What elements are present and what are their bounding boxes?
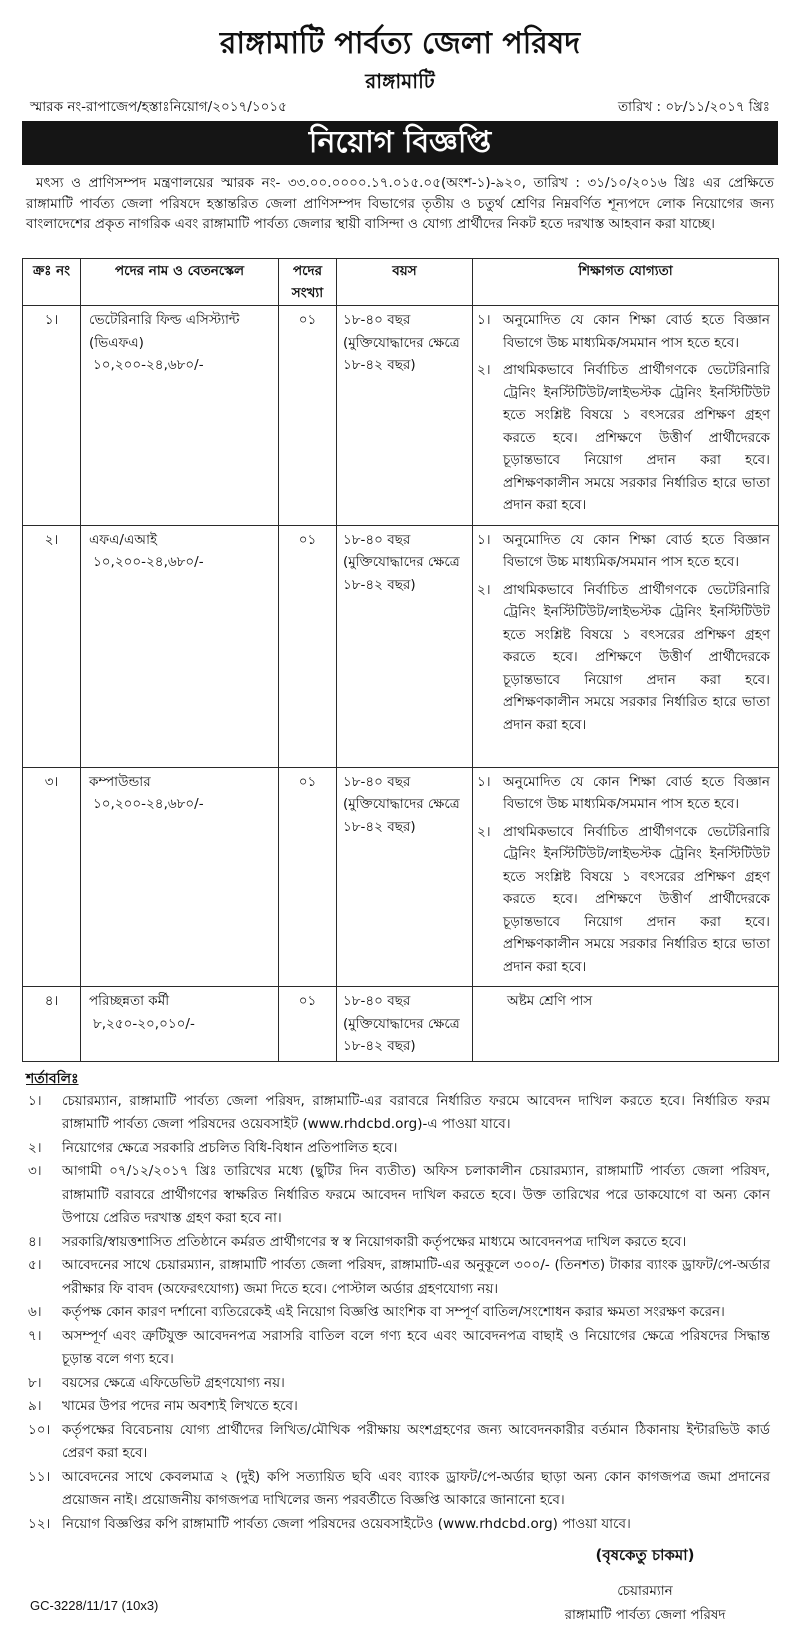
condition-text: নিয়োগ বিজ্ঞপ্তির কপি রাঙ্গামাটি পার্বত্য জেলা পরিষদের ওয়েবসাইটেও (www.rhdcbd.org) পাওয়া যাবে।: [62, 1515, 631, 1532]
qualification-item: [477, 359, 770, 517]
gc-code: GC-3228/11/17 (10x3): [30, 1598, 159, 1613]
salary-scale: ১০,২০০-২৪,৬৮০/-: [93, 357, 204, 373]
age-range: ১৮-৪০ বছর: [343, 993, 411, 1009]
serial-cell: ১।: [23, 306, 81, 526]
header-serial: ক্রঃ নং: [23, 259, 81, 306]
header-post: পদের নাম ও বেতনস্কেল: [81, 259, 279, 306]
post-count: ০১: [279, 306, 337, 526]
header-age: বয়স: [337, 259, 473, 306]
condition-text: খামের উপর পদের নাম অবশ্যই লিখতে হবে।: [62, 1398, 298, 1414]
condition-text: বয়সের ক্ষেত্রে এফিডেভিট গ্রহণযোগ্য নয়।: [62, 1374, 285, 1391]
post-cell: [81, 987, 279, 1062]
condition-item: [28, 1513, 770, 1537]
conditions-title: শর্তাবলিঃ: [26, 1070, 79, 1087]
post-name: কম্পাউন্ডার: [89, 773, 151, 790]
post-cell: [81, 306, 279, 526]
age-range: ১৮-৪০ বছর: [343, 312, 411, 328]
age-cell: [337, 767, 473, 987]
qualification-item: [477, 529, 770, 574]
table-row: [23, 306, 779, 526]
post-cell: [81, 525, 279, 767]
condition-item: [28, 1395, 770, 1419]
condition-text: অসম্পূর্ণ এবং ত্রুটিযুক্ত আবেদনপত্র সরাসরি বাতিল বলে গণ্য হবে এবং আবেদনপত্র বাছাই ও নিয়োগের ক্ষেত্রে পরিষদের সিদ্ধান্ত চূড়ান্ত বলে গণ্য হবে।: [62, 1327, 770, 1367]
header-qualification: শিক্ষাগত যোগ্যতা: [473, 259, 779, 306]
condition-text: কর্তৃপক্ষ কোন কারণ দর্শানো ব্যতিরেকেই এই নিয়োগ বিজ্ঞপ্তি আংশিক বা সম্পূর্ণ বাতিল/সংশোধন করার ক্ষমতা সংরক্ষণ করেন।: [62, 1304, 725, 1320]
age-cell: [337, 525, 473, 767]
condition-item: [28, 1090, 770, 1137]
office-location: রাঙ্গামাটি: [365, 69, 435, 93]
qualification-text: অনুমোদিত যে কোন শিক্ষা বোর্ড হতে বিজ্ঞান বিভাগে উচ্চ মাধ্যমিক/সমমান পাস হতে হবে।: [503, 531, 770, 570]
table-row: [23, 987, 779, 1062]
qualification-number: ২।: [477, 823, 491, 840]
condition-number: ৮।: [28, 1374, 42, 1391]
notice-banner: নিয়োগ বিজ্ঞপ্তি: [22, 121, 778, 165]
condition-text: নিয়োগের ক্ষেত্রে সরকারি প্রচলিত বিধি-বিধান প্রতিপালিত হবে।: [62, 1139, 398, 1156]
post-name: ভেটেরিনারি ফিল্ড এসিস্ট্যান্ট: [89, 312, 240, 328]
age-cell: [337, 306, 473, 526]
qualification-text: প্রাথমিকভাবে নির্বাচিত প্রার্থীগণকে ভেটেরিনারি ট্রেনিং ইনস্টিটিউট/লাইভস্টক ট্রেনিং ইনস্টিটিউট হতে সংশ্লিষ্ট বিষয়ে ১ বৎসরের প্রশিক্ষণ গ্রহণ করতে হবে। প্রশিক্ষণে উত্তীর্ণ প্রার্থীদেরকে চূড়ান্তভাবে নিয়োগ প্রদান করা হবে। প্রশিক্ষণকালীন সময়ে সরকার নির্ধারিত হারে ভাতা প্রদান করা হবে।: [503, 362, 770, 513]
condition-text: চেয়ারম্যান, রাঙ্গামাটি পার্বত্য জেলা পরিষদ, রাঙ্গামাটি-এর বরাবরে নির্ধারিত ফরমে আবেদন দাখিল করতে হবে। নির্ধারিত ফরম রাঙ্গামাটি পার্বত্য জেলা পরিষদের ওয়েবসাইট (www.rhdcbd.org)-এ পাওয়া যাবে।: [62, 1092, 770, 1132]
qualification-cell: [473, 767, 779, 987]
qualification-cell: [473, 525, 779, 767]
signatory-designation: চেয়ারম্যান: [617, 1583, 673, 1599]
condition-text: আবেদনের সাথে চেয়ারম্যান, রাঙ্গামাটি পার্বত্য জেলা পরিষদ, রাঙ্গামাটি-এর অনুকূলে ৩০০/- (তিনশত) টাকার ব্যাংক ড্রাফট/পে-অর্ডার পরীক্ষার ফি বাবদ (অফেরৎযোগ্য) জমা দিতে হবে। পোস্টাল অর্ডার গ্রহণযোগ্য নয়।: [62, 1257, 770, 1297]
condition-item: [28, 1325, 770, 1372]
condition-number: ৫।: [28, 1257, 42, 1273]
table-header-row: [23, 259, 779, 306]
age-note: (মুক্তিযোদ্ধাদের ক্ষেত্রে ১৮-৪২ বছর): [343, 554, 460, 593]
qualification-cell: [473, 987, 779, 1062]
post-count: ০১: [279, 525, 337, 767]
condition-number: ১।: [28, 1092, 42, 1109]
qualification-item: [477, 309, 770, 354]
condition-item: [28, 1137, 770, 1161]
condition-item: [28, 1231, 770, 1255]
post-name: এফএ/এআই: [89, 531, 157, 548]
qualification-number: ২।: [477, 581, 491, 598]
qualification-item: [477, 771, 770, 816]
condition-number: ৪।: [28, 1233, 42, 1250]
qualification-number: ২।: [477, 362, 491, 378]
intro-paragraph: মৎস্য ও প্রাণিসম্পদ মন্ত্রণালয়ের স্মারক নং- ৩৩.০০.০০০০.১৭.০১৫.০৫(অংশ-১)-৯২০, তারিখ : ৩১/১০/২০১৬ খ্রিঃ এর প্রেক্ষিতে রাঙ্গামাটি পার্বত্য জেলা পরিষদে হস্তান্তরিত জেলা প্রাণিসম্পদ বিভাগের তৃতীয় ও চতুর্থ শ্রেণির নিম্নবর্ণিত শূন্যপদে লোক নিয়োগের জন্য বাংলাদেশের প্রকৃত নাগরিক এবং রাঙ্গামাটি পার্বত্য জেলার স্থায়ী বাসিন্দা ও যোগ্য প্রার্থীদের নিকট হতে দরখাস্ত আহবান করা যাচ্ছে।: [26, 175, 774, 232]
qualification-text: অনুমোদিত যে কোন শিক্ষা বোর্ড হতে বিজ্ঞান বিভাগে উচ্চ মাধ্যমিক/সমমান পাস হতে হবে।: [503, 773, 770, 812]
age-cell: [337, 987, 473, 1062]
condition-text: সরকারি/স্বায়ত্তশাসিত প্রতিষ্ঠানে কর্মরত প্রার্থীগণের স্ব স্ব নিয়োগকারী কর্তৃপক্ষের মাধ্যমে আবেদনপত্র দাখিল করতে হবে।: [62, 1233, 687, 1250]
condition-item: [28, 1419, 770, 1466]
post-count: ০১: [279, 767, 337, 987]
signatory-name: (বৃষকেতু চাকমা): [595, 1546, 695, 1564]
memo-number: স্মারক নং-রাপাজেপ/হস্তাঃনিয়োগ/২০১৭/১০১৫: [30, 99, 287, 115]
qualification-number: ১।: [477, 312, 491, 328]
serial-cell: ৪।: [23, 987, 81, 1062]
post-count: ০১: [279, 987, 337, 1062]
condition-text: আবেদনের সাথে কেবলমাত্র ২ (দুই) কপি সত্যায়িত ছবি এবং ব্যাংক ড্রাফট/পে-অর্ডার ছাড়া অন্য কোন কাগজপত্র জমা প্রদানের প্রয়োজন নাই। প্রয়োজনীয় কাগজপত্র দাখিলের জন্য পরবর্তীতে বিজ্ঞপ্তি আকারে জানানো হবে।: [62, 1468, 770, 1508]
signature-block: [520, 1543, 770, 1627]
age-range: ১৮-৪০ বছর: [343, 531, 411, 548]
condition-number: ৭।: [28, 1327, 42, 1344]
qualification-number: ১।: [477, 531, 491, 548]
qualification-text: অষ্টম শ্রেণি পাস: [507, 993, 593, 1009]
salary-scale: ১০,২০০-২৪,৬৮০/-: [93, 554, 204, 570]
condition-number: ২।: [28, 1139, 42, 1156]
qualification-text: প্রাথমিকভাবে নির্বাচিত প্রার্থীগণকে ভেটেরিনারি ট্রেনিং ইনস্টিটিউট/লাইভস্টক ট্রেনিং ইনস্টিটিউট হতে সংশ্লিষ্ট বিষয়ে ১ বৎসরের প্রশিক্ষণ গ্রহণ করতে হবে। প্রশিক্ষণে উত্তীর্ণ প্রার্থীদেরকে চূড়ান্তভাবে নিয়োগ প্রদান করা হবে। প্রশিক্ষণকালীন সময়ে সরকার নির্ধারিত হারে ভাতা প্রদান করা হবে।: [503, 581, 770, 733]
qualification-cell: [473, 306, 779, 526]
qualification-text: অনুমোদিত যে কোন শিক্ষা বোর্ড হতে বিজ্ঞান বিভাগে উচ্চ মাধ্যমিক/সমমান পাস হতে হবে।: [503, 312, 770, 351]
age-note: (মুক্তিযোদ্ধাদের ক্ষেত্রে ১৮-৪২ বছর): [343, 796, 460, 835]
condition-item: [28, 1466, 770, 1513]
serial-cell: ৩।: [23, 767, 81, 987]
condition-number: ১২।: [28, 1515, 51, 1532]
signatory-office: রাঙ্গামাটি পার্বত্য জেলা পরিষদ: [564, 1607, 726, 1623]
posts-table: [22, 258, 779, 1062]
memo-row: [22, 96, 778, 121]
serial-cell: ২।: [23, 525, 81, 767]
condition-item: [28, 1254, 770, 1301]
notice-date: তারিখ : ০৮/১১/২০১৭ খ্রিঃ: [618, 99, 770, 115]
condition-item: [28, 1160, 770, 1231]
age-range: ১৮-৪০ বছর: [343, 773, 411, 790]
qualification-item: [477, 579, 770, 737]
conditions-list: [22, 1090, 778, 1537]
table-row: [23, 525, 779, 767]
qualification-item: [477, 821, 770, 979]
header-count: পদের সংখ্যা: [279, 259, 337, 306]
condition-item: [28, 1301, 770, 1325]
condition-number: ৬।: [28, 1304, 42, 1320]
salary-scale: ১০,২০০-২৪,৬৮০/-: [93, 796, 204, 812]
condition-number: ১০।: [28, 1421, 51, 1438]
age-note: (মুক্তিযোদ্ধাদের ক্ষেত্রে ১৮-৪২ বছর): [343, 334, 460, 373]
post-cell: [81, 767, 279, 987]
condition-number: ৩।: [28, 1163, 42, 1179]
post-name: পরিচ্ছন্নতা কর্মী: [89, 993, 170, 1009]
condition-number: ৯।: [28, 1398, 42, 1414]
qualification-number: ১।: [477, 773, 491, 790]
table-row: [23, 767, 779, 987]
condition-text: আগামী ০৭/১২/২০১৭ খ্রিঃ তারিখের মধ্যে (ছুটির দিন ব্যতীত) অফিস চলাকালীন চেয়ারম্যান, রাঙ্গামাটি পার্বত্য জেলা পরিষদ, রাঙ্গামাটি বরাবরে প্রার্থীগণের স্বাক্ষরিত নির্ধারিত ফরমে আবেদন দাখিল করতে হবে। উক্ত তারিখের পরে ডাকযোগে বা অন্য কোন উপায়ে প্রেরিত দরখাস্ত গ্রহণ করা হবে না।: [62, 1163, 770, 1226]
office-title: রাঙ্গামাটি পার্বত্য জেলা পরিষদ: [219, 26, 581, 61]
age-note: (মুক্তিযোদ্ধাদের ক্ষেত্রে ১৮-৪২ বছর): [343, 1015, 460, 1054]
condition-item: [28, 1372, 770, 1396]
salary-scale: ৮,২৫০-২০,০১০/-: [93, 1015, 195, 1032]
condition-number: ১১।: [28, 1468, 51, 1485]
condition-text: কর্তৃপক্ষের বিবেচনায় যোগ্য প্রার্থীদের লিখিত/মৌখিক পরীক্ষায় অংশগ্রহণের জন্য আবেদনকারীর বর্তমান ঠিকানায় ইন্টারভিউ কার্ড প্রেরণ করা হবে।: [62, 1421, 770, 1461]
qualification-text: প্রাথমিকভাবে নির্বাচিত প্রার্থীগণকে ভেটেরিনারি ট্রেনিং ইনস্টিটিউট/লাইভস্টক ট্রেনিং ইনস্টিটিউট হতে সংশ্লিষ্ট বিষয়ে ১ বৎসরের প্রশিক্ষণ গ্রহণ করতে হবে। প্রশিক্ষণে উত্তীর্ণ প্রার্থীদেরকে চূড়ান্তভাবে নিয়োগ প্রদান করা হবে। প্রশিক্ষণকালীন সময়ে সরকার নির্ধারিত হারে ভাতা প্রদান করা হবে।: [503, 823, 770, 975]
post-abbreviation: (ভিএফএ): [89, 334, 144, 351]
